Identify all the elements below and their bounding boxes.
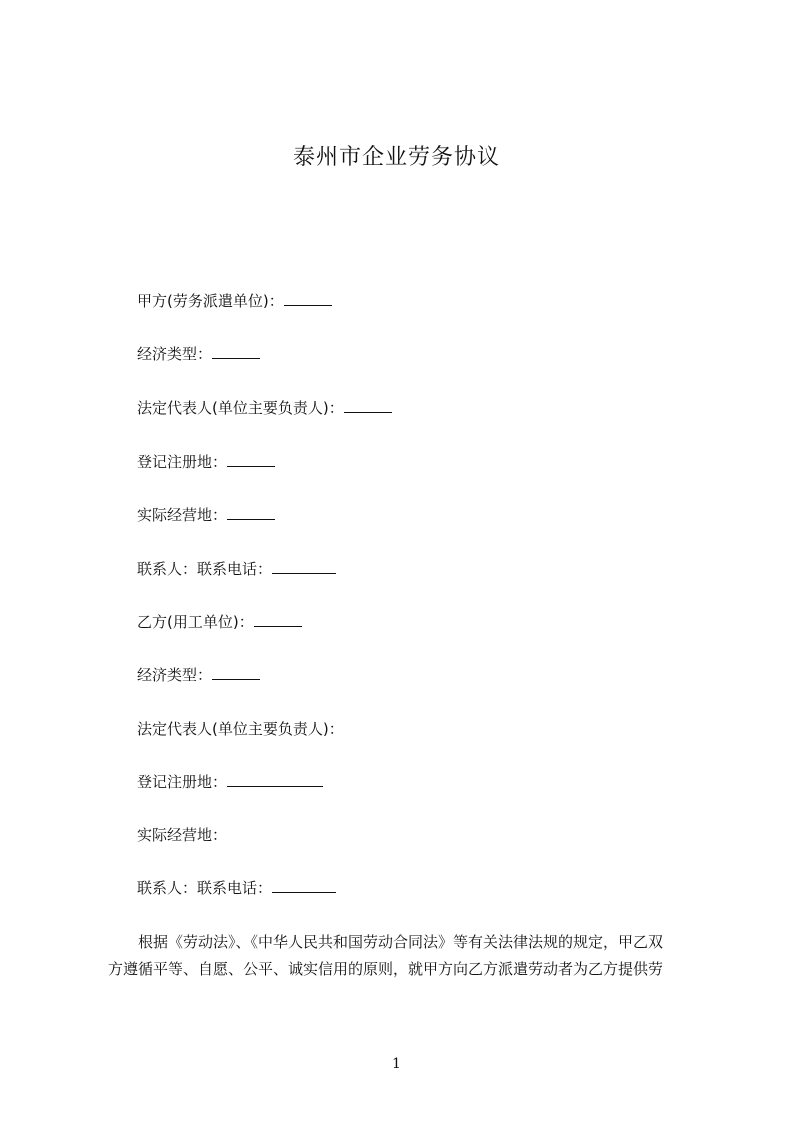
party-a-business-address-blank [227,505,275,520]
party-b-contact-label: 联系人：联系电话： [137,879,273,897]
body-paragraph [108,929,686,983]
party-a-contact-blank [272,559,336,574]
party-a-legal-rep-blank [344,398,392,413]
party-b-legal-rep-label: 法定代表人(单位主要负责人)： [137,720,344,738]
party-a-registered-address-field [137,452,275,472]
party-a-name-field [137,291,332,311]
party-b-contact-blank [272,878,336,893]
party-b-economic-type-field [137,665,260,685]
party-a-contact-label: 联系人：联系电话： [137,560,273,578]
party-b-name-label: 乙方(用工单位)： [137,613,254,631]
body-paragraph-line-2: 方遵循平等、自愿、公平、诚实信用的原则，就甲方向乙方派遣劳动者为乙方提供劳 [108,960,664,978]
party-a-economic-type-blank [212,344,260,359]
party-a-name-blank [284,291,332,306]
party-a-registered-address-label: 登记注册地： [137,453,228,471]
party-a-business-address-field [137,505,275,525]
party-b-contact-field [137,878,336,898]
party-a-business-address-label: 实际经营地： [137,506,228,524]
party-b-registered-address-blank [227,772,323,787]
body-paragraph-line-1: 根据《劳动法》、《中华人民共和国劳动合同法》等有关法律法规的规定，甲乙双 [138,933,664,951]
party-a-economic-type-label: 经济类型： [137,345,213,363]
party-b-legal-rep-field [137,719,344,739]
party-a-name-label: 甲方(劳务派遣单位)： [137,292,284,310]
document-title: 泰州市企业劳务协议 [292,145,500,170]
party-a-contact-field [137,559,336,579]
party-b-business-address-field [137,825,227,845]
party-b-name-field [137,612,302,632]
party-b-registered-address-label: 登记注册地： [137,773,228,791]
party-a-economic-type-field [137,344,260,364]
party-a-legal-rep-field [137,398,392,418]
page-number: 1 [392,1056,401,1072]
party-b-economic-type-label: 经济类型： [137,666,213,684]
party-b-registered-address-field [137,772,323,792]
party-b-name-blank [254,612,302,627]
party-b-economic-type-blank [212,665,260,680]
party-a-legal-rep-label: 法定代表人(单位主要负责人)： [137,399,344,417]
party-b-business-address-label: 实际经营地： [137,826,228,844]
party-a-registered-address-blank [227,452,275,467]
